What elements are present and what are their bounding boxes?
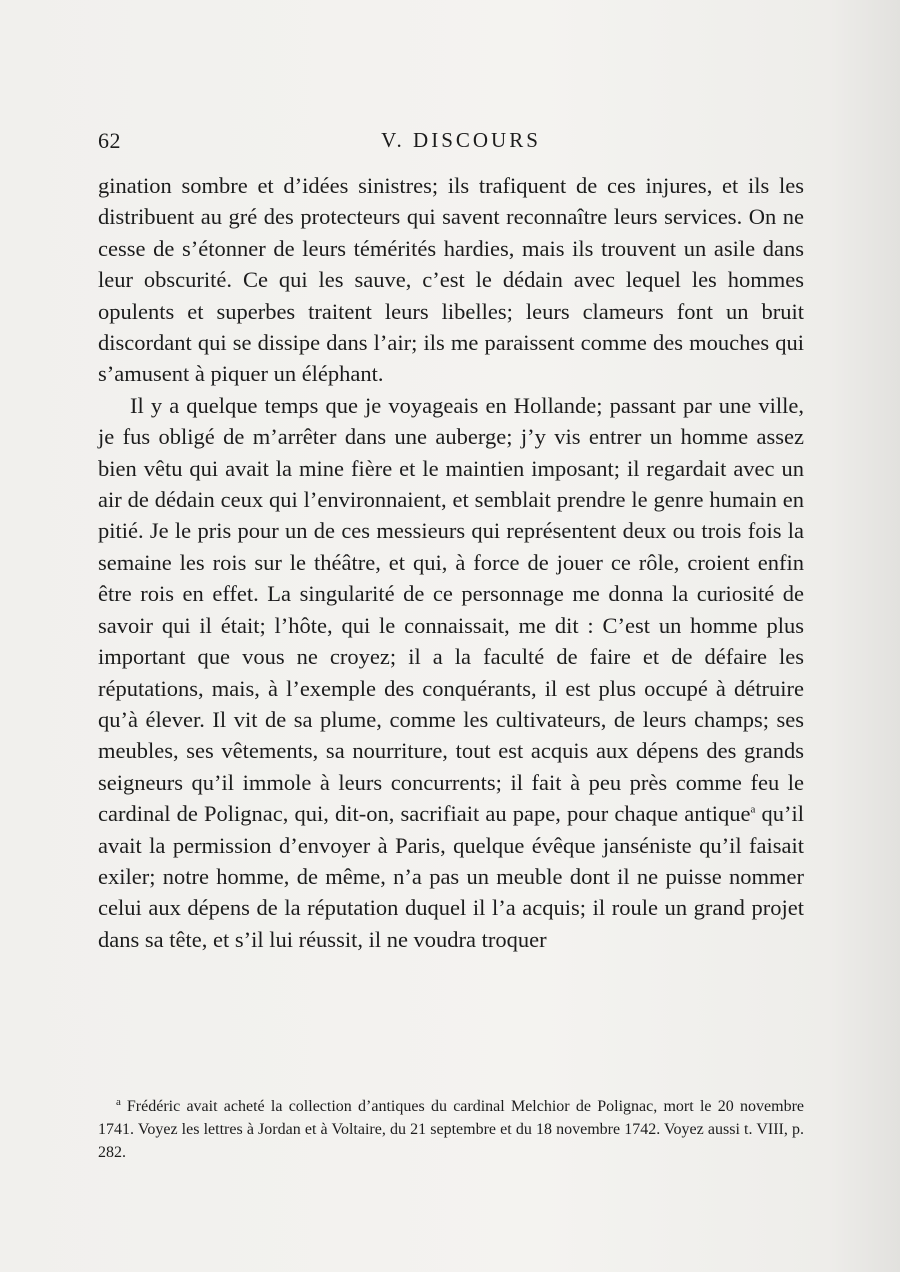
paragraph-2-text-b: qu’il avait la permission d’envoyer à Paris, quelque évêque janséniste qu’il faisait exiler; notre homme, de même, n’a pas un meuble dont il ne puisse nommer celui aux dépens de la réputation duquel il l’a acquis; il roule un grand projet dans sa tête, et s’il lui réussit, il ne voudra troquer xyxy=(98,801,804,952)
paragraph-2 xyxy=(98,390,804,955)
page-number: 62 xyxy=(98,128,121,153)
footnote-marker: a xyxy=(116,1095,121,1108)
running-head: V. DISCOURS xyxy=(381,128,541,152)
footnotes xyxy=(98,1095,804,1164)
page-header xyxy=(98,128,804,158)
paragraph-1: gination sombre et d’idées sinistres; ils trafiquent de ces injures, et ils les distribuent au gré des protecteurs qui savent reconnaître leurs services. On ne cesse de s’étonner de leurs témérités hardies, mais ils trouvent un asile dans leur obscurité. Ce qui les sauve, c’est le dédain avec lequel les hommes opulents et superbes traitent leurs libelles; leurs clameurs font un bruit discordant qui se dissipe dans l’air; ils me paraissent comme des mouches qui s’amusent à piquer un éléphant. xyxy=(98,173,804,387)
paragraph-2-text-a: Il y a quelque temps que je voyageais en Hollande; passant par une ville, je fus obligé de m’arrêter dans une auberge; j’y vis entrer un homme assez bien vêtu qui avait la mine fière et le maintien imposant; il regardait avec un air de dédain ceux qui l’environnaient, et semblait prendre le genre humain en pitié. Je le pris pour un de ces messieurs qui représentent deux ou trois fois la semaine les rois sur le théâtre, et qui, à force de jouer ce rôle, croient enfin être rois en effet. La singularité de ce personnage me donna la curiosité de savoir qui il était; l’hôte, qui le connaissait, me dit : C’est un homme plus important que vous ne croyez; il a la faculté de faire et de défaire les réputations, mais, à l’exemple des conquérants, il est plus occupé à détruire qu’à élever. Il vit de sa plume, comme les cultivateurs, de leurs champs; ses meubles, ses vêtements, sa nourriture, tout est acquis aux dépens des grands seigneurs qu’il immole à leurs concurrents; il fait à peu près comme feu le cardinal de Polignac, qui, dit-on, sacrifiait au pape, pour chaque antique xyxy=(98,392,804,827)
body-text xyxy=(98,170,804,955)
footnote-reference: a xyxy=(750,803,756,816)
footnote-text: Frédéric avait acheté la collection d’antiques du cardinal Melchior de Polignac, mort le 20 novembre 1741. Voyez les lettres à Jordan et à Voltaire, du 21 septembre et du 18 novembre 1742. Voyez aussi t. VIII, p. 282. xyxy=(98,1098,804,1161)
